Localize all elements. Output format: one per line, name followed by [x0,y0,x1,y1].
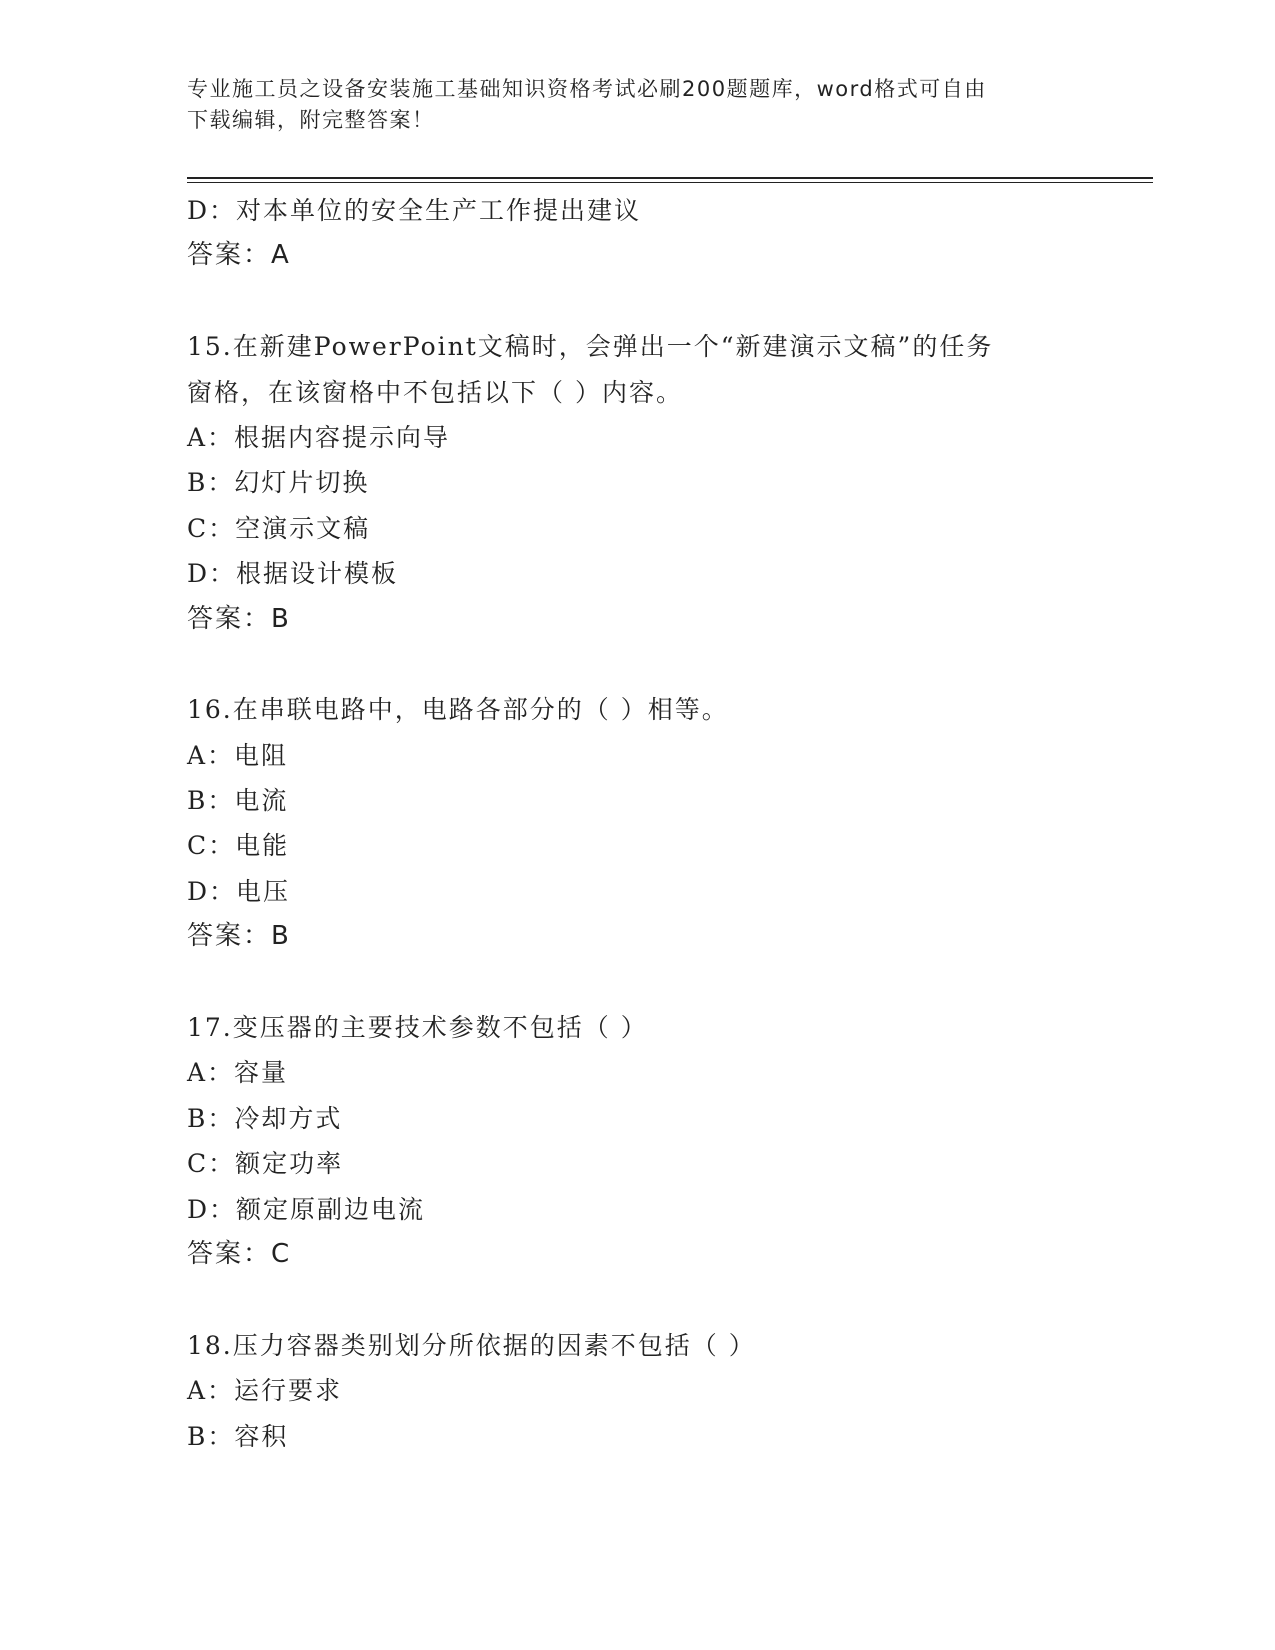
answer: 答案：C [187,1238,292,1269]
answer: 答案：B [187,603,291,634]
question-15 [187,324,1087,642]
question-stem: 17.变压器的主要技术参数不包括（ ） [187,1013,648,1043]
header-line-2: 下载编辑，附完整答案！ [187,108,435,132]
option-b: B：容积 [187,1421,289,1451]
header-rule-thin [187,182,1153,183]
header-line-1: 专业施工员之设备安装施工基础知识资格考试必刷200题题库，word格式可自由 [187,77,987,101]
option-a: A：根据内容提示向导 [187,422,451,452]
question-16 [187,687,1087,959]
document-header [187,74,1067,136]
option-c: C：空演示文稿 [187,513,371,543]
option-d: D：电压 [187,876,291,906]
carryover-option-d: D：对本单位的安全生产工作提出建议 [187,196,642,225]
carryover-answer: 答案：A [187,240,291,271]
question-content [187,188,1087,1459]
option-a: A：运行要求 [187,1376,343,1406]
option-b: B：幻灯片切换 [187,468,370,498]
question-stem: 15.在新建PowerPoint文稿时，会弹出一个“新建演示文稿”的任务 [187,332,994,362]
question-stem: 18.压力容器类别划分所依据的因素不包括（ ） [187,1330,756,1360]
option-c: C：额定功率 [187,1149,344,1179]
option-a: A：容量 [187,1058,289,1088]
option-b: B：电流 [187,786,289,816]
question-17 [187,1005,1087,1277]
option-d: D：根据设计模板 [187,559,399,589]
option-a: A：电阻 [187,740,289,770]
spacer [187,960,1087,1005]
option-b: B：冷却方式 [187,1103,343,1133]
question-stem-continued: 窗格，在该窗格中不包括以下（ ）内容。 [187,377,683,407]
question-stem: 16.在串联电路中，电路各部分的（ ）相等。 [187,695,729,725]
spacer [187,642,1087,687]
option-d: D：额定原副边电流 [187,1194,426,1224]
spacer [187,279,1087,324]
header-rule-thick [187,177,1153,179]
spacer [187,1277,1087,1322]
question-18 [187,1323,1087,1459]
option-c: C：电能 [187,831,290,861]
answer: 答案：B [187,921,291,952]
